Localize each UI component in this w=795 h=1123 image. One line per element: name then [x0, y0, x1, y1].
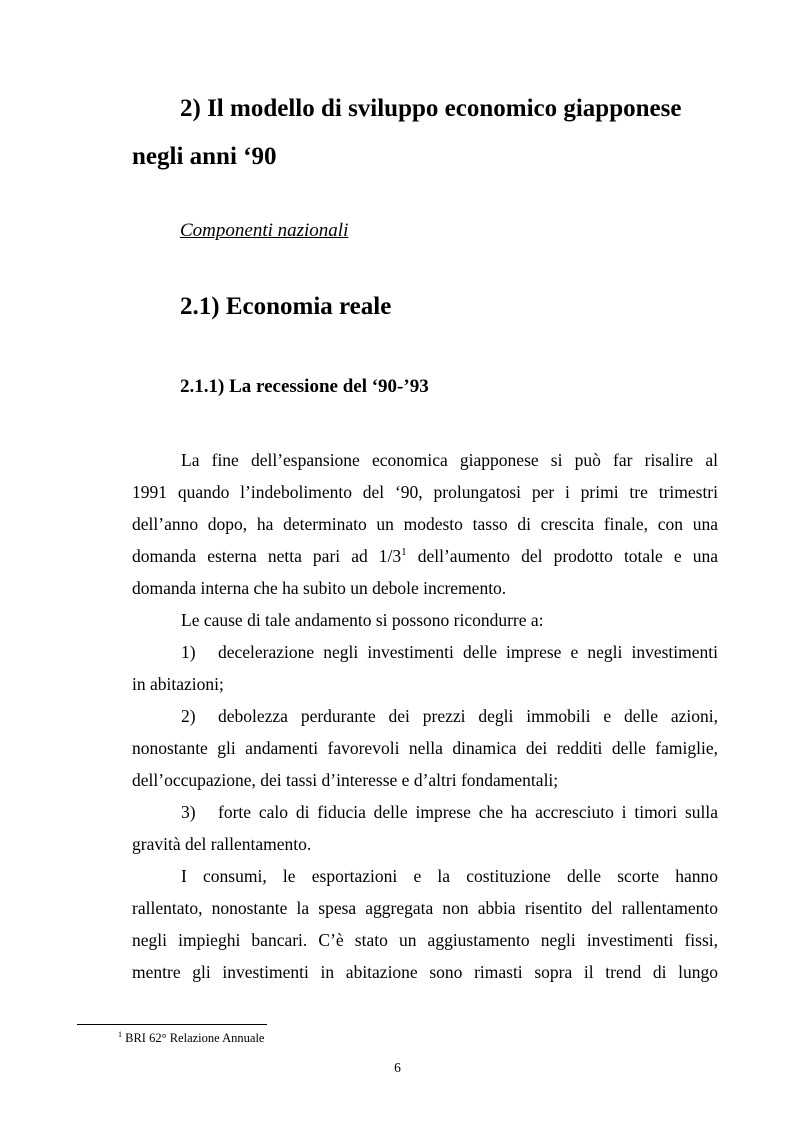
p3-line: rallentato, nonostante la spesa aggregata non abbia risentito del rallentamento: [132, 898, 718, 918]
p1-line: domanda interna che ha subito un debole incremento.: [132, 578, 507, 598]
list-item-2-continued: dell’occupazione, dei tassi d’interesse e d’altri fondamentali;: [132, 770, 559, 790]
list-number: 2): [181, 706, 196, 726]
chapter-heading: [180, 93, 720, 125]
p1-line-with-footnote: [132, 540, 718, 572]
list-item-3-continued: gravità del rallentamento.: [132, 834, 312, 854]
p3-line: negli impieghi bancari. C’è stato un aggiustamento negli investimenti fissi,: [132, 930, 718, 950]
p1-line: dell’anno dopo, ha determinato un modesto tasso di crescita finale, con una: [132, 514, 718, 534]
list-number: 1): [181, 642, 196, 662]
p1-text: dell’aumento del prodotto totale e una: [406, 546, 718, 566]
footnote-separator: [77, 1024, 267, 1025]
list-item-1-continued: in abitazioni;: [132, 674, 224, 694]
p1-line: La fine dell’espansione economica giapponese si può far risalire al: [181, 450, 718, 470]
paragraph-2: Le cause di tale andamento si possono ricondurre a:: [181, 610, 544, 630]
footnote-reference[interactable]: 1: [401, 546, 407, 559]
subheading: Componenti nazionali: [180, 220, 349, 241]
subsection-heading: 2.1.1) La recessione del ‘90-’93: [180, 376, 429, 397]
list-item-3: [132, 796, 718, 828]
list-text: debolezza perdurante dei prezzi degli immobili e delle azioni,: [218, 706, 718, 726]
list-number: 3): [181, 802, 196, 822]
page-number: 6: [394, 1060, 401, 1075]
p1-line: 1991 quando l’indebolimento del ‘90, prolungatosi per i primi tre trimestri: [132, 482, 718, 502]
list-item-2-continued: nonostante gli andamenti favorevoli nella dinamica dei redditi delle famiglie,: [132, 738, 718, 758]
p1-text: domanda esterna netta pari ad 1/3: [132, 546, 402, 566]
chapter-heading-line2: negli anni ‘90: [132, 143, 277, 170]
paragraph-1: [132, 444, 718, 988]
footnote-marker: 1: [118, 1029, 122, 1039]
list-text: decelerazione negli investimenti delle imprese e negli investimenti: [218, 642, 718, 662]
footnote-text: BRI 62° Relazione Annuale: [122, 1031, 265, 1045]
chapter-heading-continued: [132, 141, 276, 173]
list-item-2: [132, 700, 718, 732]
chapter-heading-line1: 2) Il modello di sviluppo economico giapponese: [180, 95, 682, 122]
list-text: forte calo di fiducia delle imprese che ha accresciuto i timori sulla: [218, 802, 718, 822]
p3-line: I consumi, le esportazioni e la costituzione delle scorte hanno: [181, 866, 718, 886]
section-heading: 2.1) Economia reale: [180, 293, 392, 320]
list-item-1: [132, 636, 718, 668]
footnote: [118, 1031, 264, 1046]
p3-line: mentre gli investimenti in abitazione sono rimasti sopra il trend di lungo: [132, 962, 718, 982]
